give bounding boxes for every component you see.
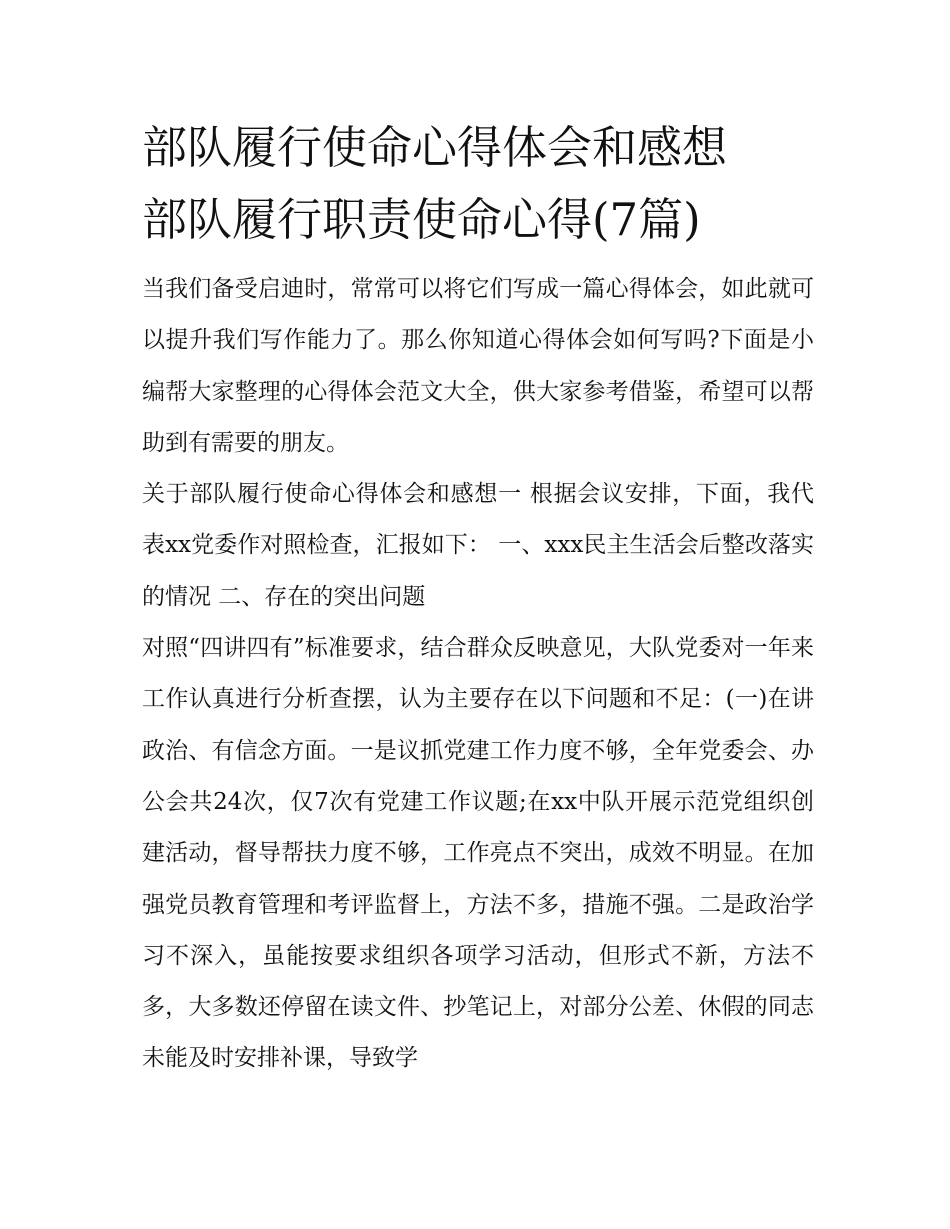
title-line-1: 部队履行使命心得体会和感想	[142, 121, 728, 174]
issues-paragraph: 对照“四讲四有”标准要求，结合群众反映意见，大队党委对一年来工作认真进行分析查摆，认为主要存在以下问题和不足：(一)在讲政治、有信念方面。一是议抓党建工作力度不够，全年党委会、办公会共24次，仅7次有党建工作议题;在xx中队开展示范党组织创建活动，督导帮扶力度不够，工作亮点不突出，成效不明显。在加强党员教育管理和考评监督上，方法不多，措施不强。二是政治学习不深入，虽能按要求组织各项学习活动，但形式不新，方法不多，大多数还停留在读文件、抄笔记上，对部分公差、休假的同志未能及时安排补课，导致学	[142, 635, 814, 1072]
section-one-paragraph: 关于部队履行使命心得体会和感想一 根据会议安排，下面，我代表xx党委作对照检查，汇报如下： 一、xxx民主生活会后整改落实的情况 二、存在的突出问题	[142, 481, 814, 610]
title-line-2: 部队履行职责使命心得(7篇)	[142, 193, 701, 246]
intro-paragraph: 当我们备受启迪时，常常可以将它们写成一篇心得体会，如此就可以提升我们写作能力了。那么你知道心得体会如何写吗?下面是小编帮大家整理的心得体会范文大全，供大家参考借鉴，希望可以帮助到有需要的朋友。	[142, 276, 814, 456]
document-title	[142, 112, 814, 256]
document-body	[142, 112, 814, 1085]
